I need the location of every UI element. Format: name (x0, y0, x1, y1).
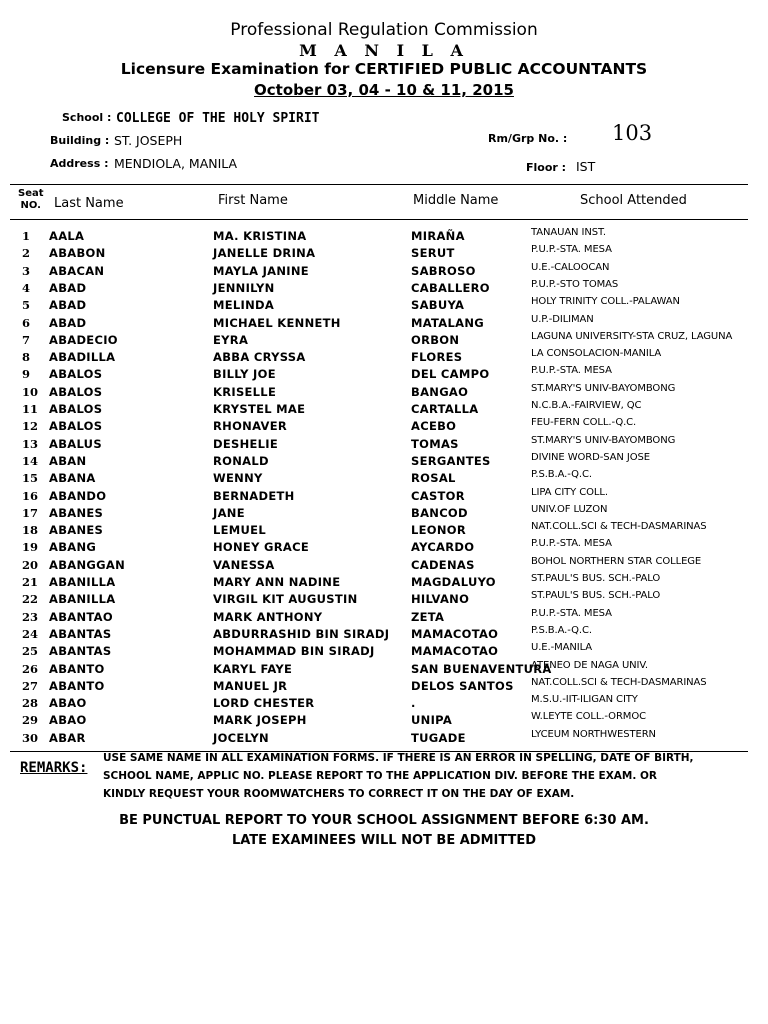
first-name: BILLY JOE (213, 367, 276, 382)
school-attended: P.S.B.A.-Q.C. (531, 624, 592, 636)
school-attended: ST.MARY'S UNIV-BAYOMBONG (531, 434, 676, 446)
table-row (0, 246, 768, 263)
school-attended: U.E.-CALOOCAN (531, 261, 610, 273)
school-attended: P.U.P.-STA. MESA (531, 607, 612, 619)
first-name: LEMUEL (213, 523, 266, 538)
school-attended: P.U.P.-STO TOMAS (531, 278, 619, 290)
middle-name: BANGAO (411, 384, 469, 399)
middle-name: MAMACOTAO (411, 626, 499, 641)
last-name: ABANTAS (49, 644, 112, 659)
school-attended: W.LEYTE COLL.-ORMOC (531, 711, 646, 723)
first-name: MANUEL JR (213, 678, 288, 693)
last-name: ABANILLA (49, 592, 116, 607)
middle-name: ROSAL (411, 471, 456, 486)
school-attended: U.E.-MANILA (531, 642, 593, 654)
middle-name: ORBON (411, 332, 460, 347)
middle-name: TOMAS (411, 436, 459, 451)
middle-name: DEL CAMPO (411, 367, 490, 382)
last-name: ABANES (49, 505, 104, 520)
school-attended: FEU-FERN COLL.-Q.C. (531, 417, 637, 429)
seat-number: 8 (22, 350, 31, 365)
seat-number: 1 (22, 229, 31, 243)
seat-number: 27 (22, 678, 39, 693)
address-label: Address : (50, 157, 109, 170)
middle-name: ACEBO (411, 419, 457, 434)
last-name: ABANTO (49, 678, 105, 693)
table-row (0, 607, 768, 627)
first-name: JOCELYN (213, 730, 269, 745)
seat-number: 24 (22, 626, 39, 641)
seat-number: 21 (22, 575, 39, 589)
last-name: ABAR (49, 730, 86, 745)
first-name: MICHAEL KENNETH (213, 315, 341, 330)
last-name: ABANTAO (49, 609, 113, 624)
table-row (0, 402, 768, 419)
middle-name: ZETA (411, 609, 445, 624)
seat-number: 6 (22, 315, 31, 330)
last-name: ABAN (49, 453, 87, 468)
seat-number: 13 (22, 436, 39, 451)
first-name: MARK ANTHONY (213, 609, 323, 624)
middle-name: UNIPA (411, 713, 453, 728)
seat-number: 28 (22, 696, 39, 711)
org-title: Professional Regulation Commission (230, 20, 538, 40)
school-attended: LA CONSOLACION-MANILA (531, 348, 662, 360)
first-name: HONEY GRACE (213, 540, 310, 555)
school-label: School : (62, 111, 112, 124)
seat-number: 11 (22, 402, 39, 416)
table-row (0, 486, 768, 506)
school-attended: HOLY TRINITY COLL.-PALAWAN (531, 296, 680, 308)
seat-number: 19 (22, 540, 39, 555)
seat-number: 15 (22, 471, 39, 486)
last-name: ABANA (49, 471, 96, 486)
first-name: BERNADETH (213, 488, 295, 503)
table-row (0, 298, 768, 315)
first-name: WENNY (213, 471, 263, 486)
last-name: ABAD (49, 315, 87, 330)
building-value: ST. JOSEPH (114, 133, 183, 148)
exam-title: Licensure Examination for CERTIFIED PUBLIC ACCOUNTANTS (120, 60, 648, 78)
seat-number: 10 (22, 384, 39, 399)
remarks-label: REMARKS: (20, 760, 88, 776)
school-attended: LAGUNA UNIVERSITY-STA CRUZ, LAGUNA (531, 330, 733, 342)
school-attended: NAT.COLL.SCI & TECH-DASMARINAS (531, 676, 707, 688)
school-attended: P.U.P.-STA. MESA (531, 365, 612, 377)
table-row (0, 434, 768, 454)
address-value: MENDIOLA, MANILA (114, 156, 238, 171)
school-attended: U.P.-DILIMAN (531, 313, 594, 325)
seat-number: 26 (22, 661, 39, 676)
seat-number: 20 (22, 557, 39, 572)
last-name: ABALOS (49, 367, 103, 382)
table-row (0, 676, 768, 696)
middle-name: SERUT (411, 246, 455, 261)
school-attended: P.U.P.-STA. MESA (531, 244, 612, 256)
seat-number: 17 (22, 505, 39, 520)
first-name: VIRGIL KIT AUGUSTIN (213, 592, 358, 607)
middle-name: MIRAÑA (411, 229, 465, 243)
first-name: MOHAMMAD BIN SIRADJ (213, 644, 375, 659)
school-value: COLLEGE OF THE HOLY SPIRIT (116, 111, 320, 126)
school-attended: TANAUAN INST. (531, 227, 606, 238)
first-name: LORD CHESTER (213, 696, 315, 711)
remarks-line-1: USE SAME NAME IN ALL EXAMINATION FORMS. IF THERE IS AN ERROR IN SPELLING, DATE OF BIRTH, (103, 752, 694, 764)
school-attended: P.S.B.A.-Q.C. (531, 469, 592, 481)
last-name: ABAO (49, 696, 87, 711)
floor-value: IST (576, 159, 596, 174)
first-name: ABBA CRYSSA (213, 350, 306, 365)
seat-number: 3 (22, 263, 31, 278)
middle-name: MATALANG (411, 315, 484, 330)
table-row (0, 696, 768, 713)
school-attended: LIPA CITY COLL. (531, 486, 608, 498)
school-attended: ATENEO DE NAGA UNIV. (531, 659, 648, 671)
building-label: Building : (50, 134, 110, 147)
first-name: KRISELLE (213, 384, 277, 399)
table-row (0, 592, 768, 609)
table-row (0, 261, 768, 281)
city-title: M A N I L A (299, 41, 469, 60)
school-attended: DIVINE WORD-SAN JOSE (531, 451, 650, 463)
seat-number: 2 (22, 246, 31, 261)
first-name: RHONAVER (213, 419, 288, 434)
middle-name: MAGDALUYO (411, 575, 496, 589)
school-attended: NAT.COLL.SCI & TECH-DASMARINAS (531, 521, 707, 533)
table-row (0, 624, 768, 644)
last-name: ABANTAS (49, 626, 112, 641)
first-name: KRYSTEL MAE (213, 402, 306, 416)
first-name: VANESSA (213, 557, 275, 572)
header-bottom-rule (10, 219, 748, 220)
school-attended: M.S.U.-IIT-ILIGAN CITY (531, 694, 638, 706)
col-last-header: Last Name (54, 196, 124, 211)
seat-number: 22 (22, 592, 39, 607)
remarks-line-2: SCHOOL NAME, APPLIC NO. PLEASE REPORT TO THE APPLICATION DIV. BEFORE THE EXAM. OR (103, 770, 658, 782)
table-row (0, 350, 768, 367)
school-attended: ST.MARY'S UNIV-BAYOMBONG (531, 382, 676, 394)
last-name: ABANG (49, 540, 97, 555)
first-name: MARK JOSEPH (213, 713, 307, 728)
first-name: RONALD (213, 453, 269, 468)
last-name: ABADILLA (49, 350, 116, 365)
first-name: EYRA (213, 332, 249, 347)
seat-number: 9 (22, 367, 31, 382)
middle-name: BANCOD (411, 505, 468, 520)
first-name: JENNILYN (213, 280, 275, 295)
middle-name: SERGANTES (411, 453, 491, 468)
first-name: MA. KRISTINA (213, 229, 307, 243)
school-attended: BOHOL NORTHERN STAR COLLEGE (531, 555, 702, 567)
table-row (0, 471, 768, 488)
footer-line-2: LATE EXAMINEES WILL NOT BE ADMITTED (231, 833, 537, 848)
last-name: ABAD (49, 298, 87, 313)
remarks-line-3: KINDLY REQUEST YOUR ROOMWATCHERS TO CORRECT IT ON THE DAY OF EXAM. (103, 788, 575, 800)
first-name: DESHELIE (213, 436, 279, 451)
middle-name: CADENAS (411, 557, 475, 572)
first-name: MELINDA (213, 298, 275, 313)
seat-number: 29 (22, 713, 39, 728)
last-name: ABALOS (49, 402, 103, 416)
middle-name: LEONOR (411, 523, 467, 538)
seat-number: 18 (22, 523, 39, 538)
table-row (0, 523, 768, 540)
first-name: ABDURRASHID BIN SIRADJ (213, 626, 390, 641)
school-attended: LYCEUM NORTHWESTERN (531, 728, 656, 740)
table-row (0, 382, 768, 402)
table-row (0, 644, 768, 661)
seat-number: 4 (22, 280, 31, 295)
last-name: ABAO (49, 713, 87, 728)
middle-name: CASTOR (411, 488, 465, 503)
last-name: ABANDO (49, 488, 107, 503)
table-row (0, 229, 768, 246)
col-first-header: First Name (218, 193, 288, 208)
first-name: JANE (213, 505, 245, 520)
last-name: AALA (49, 229, 85, 243)
seat-number: 14 (22, 453, 39, 468)
middle-name: HILVANO (411, 592, 470, 607)
middle-name: CABALLERO (411, 280, 490, 295)
middle-name: FLORES (411, 350, 463, 365)
last-name: ABANES (49, 523, 104, 538)
table-row (0, 451, 768, 471)
seat-number: 12 (22, 419, 39, 434)
last-name: ABAD (49, 280, 87, 295)
floor-label: Floor : (526, 161, 567, 174)
seat-number: 25 (22, 644, 39, 659)
middle-name: DELOS SANTOS (411, 678, 514, 693)
header-top-rule (10, 184, 748, 185)
seat-number: 16 (22, 488, 39, 503)
middle-name: SAN BUENAVENTURA (411, 661, 552, 676)
school-attended: P.U.P.-STA. MESA (531, 538, 612, 550)
footer-line-1: BE PUNCTUAL REPORT TO YOUR SCHOOL ASSIGNMENT BEFORE 6:30 AM. (119, 813, 649, 828)
seat-number: 23 (22, 609, 39, 624)
middle-name: SABUYA (411, 298, 465, 313)
last-name: ABANILLA (49, 575, 116, 589)
middle-name: TUGADE (411, 730, 466, 745)
middle-name: CARTALLA (411, 402, 479, 416)
room-value: 103 (612, 121, 653, 145)
school-attended: ST.PAUL'S BUS. SCH.-PALO (531, 590, 661, 602)
table-row (0, 728, 768, 748)
middle-name: AYCARDO (411, 540, 475, 555)
school-attended: UNIV.OF LUZON (531, 503, 608, 515)
col-school-header: School Attended (580, 193, 687, 208)
seat-number: 5 (22, 298, 31, 313)
last-name: ABALUS (49, 436, 102, 451)
school-attended: N.C.B.A.-FAIRVIEW, QC (531, 400, 642, 411)
first-name: MAYLA JANINE (213, 263, 309, 278)
last-name: ABABON (49, 246, 106, 261)
middle-name: . (411, 696, 416, 711)
col-middle-header: Middle Name (413, 193, 499, 208)
last-name: ABALOS (49, 419, 103, 434)
first-name: KARYL FAYE (213, 661, 293, 676)
last-name: ABANGGAN (49, 557, 125, 572)
middle-name: MAMACOTAO (411, 644, 499, 659)
col-seat-header: Seat NO. (18, 188, 44, 211)
last-name: ABADECIO (49, 332, 118, 347)
seat-number: 30 (22, 730, 39, 745)
exam-dates: October 03, 04 - 10 & 11, 2015 (254, 81, 514, 99)
last-name: ABALOS (49, 384, 103, 399)
last-name: ABACAN (49, 263, 105, 278)
first-name: MARY ANN NADINE (213, 575, 341, 589)
first-name: JANELLE DRINA (213, 246, 316, 261)
middle-name: SABROSO (411, 263, 476, 278)
seat-number: 7 (22, 332, 31, 347)
room-label: Rm/Grp No. : (488, 132, 568, 145)
last-name: ABANTO (49, 661, 105, 676)
school-attended: ST.PAUL'S BUS. SCH.-PALO (531, 573, 661, 584)
